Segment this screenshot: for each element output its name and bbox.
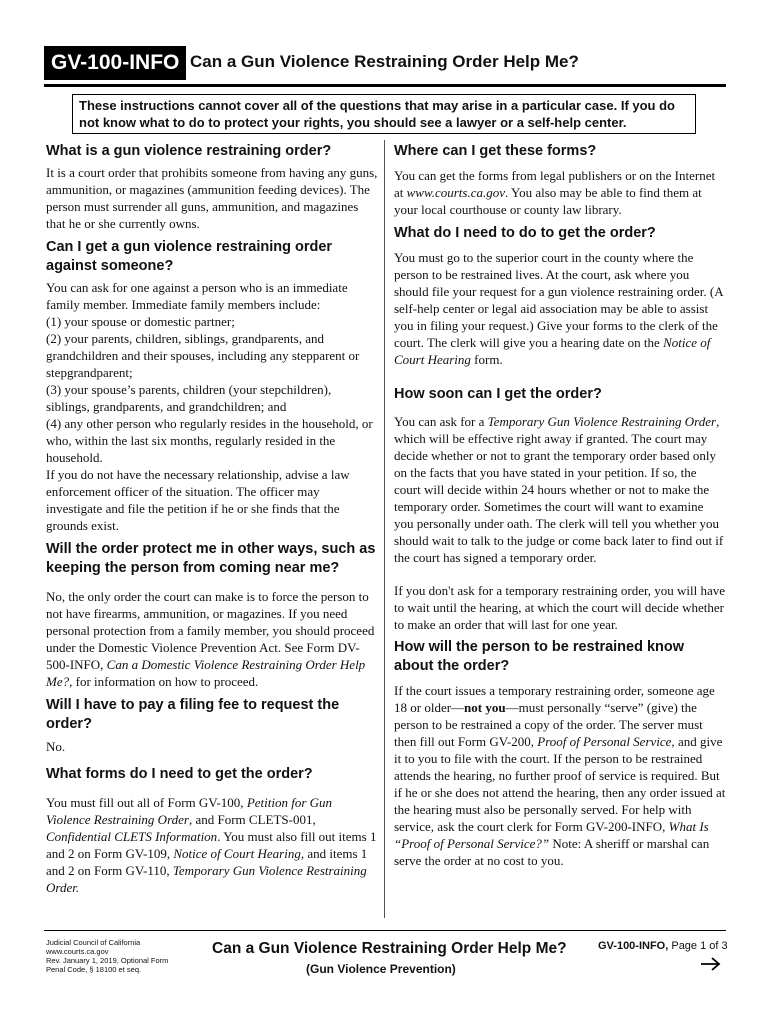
section-heading: Will I have to pay a filing fee to request the order? bbox=[46, 697, 340, 732]
right-column bbox=[394, 142, 726, 869]
section-body bbox=[394, 249, 726, 368]
section-body: No. bbox=[46, 739, 66, 754]
section-body bbox=[46, 794, 378, 896]
section-heading: What forms do I need to get the order? bbox=[46, 766, 313, 782]
page-indicator bbox=[598, 940, 728, 952]
section-heading: What do I need to do to get the order? bbox=[394, 225, 656, 241]
notice-box: These instructions cannot cover all of the questions that may arise in a particular case. If you do not know what to do to protect your rights, you should see a lawyer or a self-help center. bbox=[72, 94, 696, 134]
form-title-italic: Can a Domestic Violence Restraining Order Help Me?, bbox=[46, 657, 366, 689]
text-run: If the court issues a temporary restraining order, someone age 18 or older— bbox=[394, 683, 715, 715]
form-title-italic: Notice of Court Hearing bbox=[394, 335, 711, 367]
text-run: and give it to you to file with the court. If the person to be restrained attends the hearing, no further proof of service is required. But if he or she does not attend the hearing, then any order issued at the hearing must also be personally served. For help with service, ask the court clerk for Form GV-200-INFO, bbox=[394, 734, 726, 834]
text-run: form. bbox=[470, 352, 503, 367]
section-body: It is a court order that prohibits someone from having any guns, ammunition, or magazines (ammunition feeding devices). The person must surrender all guns, ammunition, and magazines that he or she currently owns. bbox=[46, 165, 378, 231]
form-title-italic: Temporary Gun Violence Restraining Order bbox=[487, 414, 717, 429]
section-heading: Will the order protect me in other ways, such as keeping the person from coming near me? bbox=[46, 541, 376, 576]
footer-form-code: GV-100-INFO, bbox=[598, 940, 669, 952]
section-heading: Where can I get these forms? bbox=[394, 143, 597, 159]
text-run: No, the only order the court can make is to force the person to not have firearms, ammunition, or magazines. If you need personal protection from a family member, you should proceed under the Domestic Violence Prevention Act. See Form DV-500-INFO, bbox=[46, 589, 375, 672]
section-body bbox=[394, 413, 726, 566]
form-title-italic: Confidential CLETS Information bbox=[46, 829, 218, 844]
website-link[interactable]: www.courts.ca.gov bbox=[406, 185, 505, 200]
form-title-italic: Temporary Gun Violence Restraining Order. bbox=[46, 863, 367, 895]
footer-subtitle: (Gun Violence Prevention) bbox=[306, 962, 456, 976]
section-body bbox=[394, 682, 726, 869]
form-title-italic: Notice of Court Hearing, bbox=[173, 846, 305, 861]
form-title-italic: Petition for Gun Violence Restraining Order bbox=[46, 795, 333, 827]
text-run: —must personally “serve” (give) the person to be restrained a copy of the order. The server must then fill out Form GV-200, bbox=[394, 700, 703, 749]
text-run: Note: A sheriff or marshal can serve the order at no cost to you. bbox=[394, 836, 710, 868]
form-title-italic: Proof of Personal Service, bbox=[537, 734, 675, 749]
text-run: and items 1 and 2 on Form GV-110, bbox=[46, 846, 368, 878]
title-rule bbox=[44, 84, 726, 87]
text-run: , and Form CLETS-001, bbox=[188, 812, 316, 827]
section-body: If you don't ask for a temporary restraining order, you will have to wait until the hearing, at which the court will decide whether to make an order that will last for one year. bbox=[394, 583, 726, 632]
footer-title: Can a Gun Violence Restraining Order Help Me? bbox=[212, 940, 567, 957]
column-divider bbox=[384, 140, 385, 918]
text-run: for information on how to proceed. bbox=[72, 674, 259, 689]
text-run: You must fill out all of Form GV-100, bbox=[46, 795, 247, 810]
text-run: You must go to the superior court in the county where the person to be restrained lives. At the court, ask where you should file your request for a gun violence restraining order. (A self-help center or legal aid association may be able to assist you in filing your request.) Give your forms to the clerk of the court. The clerk will give you a hearing date on the bbox=[394, 250, 723, 350]
page-title: Can a Gun Violence Restraining Order Help Me? bbox=[190, 52, 579, 71]
footer-rule bbox=[44, 930, 726, 931]
right-arrow-icon[interactable] bbox=[700, 956, 722, 977]
section-body bbox=[46, 588, 378, 690]
footer-source: Judicial Council of California www.courts.ca.gov Rev. January 1, 2019, Optional Form Penal Code, § 18100 et seq. bbox=[46, 938, 169, 974]
section-body bbox=[394, 167, 726, 218]
section-heading: How will the person to be restrained know about the order? bbox=[394, 639, 685, 674]
text-run: . You must also fill out items 1 and 2 on Form GV-109, bbox=[46, 829, 377, 861]
text-run: You can ask for a bbox=[394, 414, 488, 429]
page-number: Page 1 of 3 bbox=[668, 940, 728, 952]
text-run: . You also may be able to find them at your local courthouse or county law library. bbox=[394, 185, 702, 217]
emphasis-bold: not you bbox=[464, 700, 506, 715]
text-run: , which will be effective right away if granted. The court may decide whether or not to grant the temporary order based only on the facts that you have stated in your petition. If so, the court will decide within 24 hours whether or not to make the temporary order. Sometimes the court will want to examine you personally under oath. The clerk will tell you whether you should wait to talk to the judge or come back later to find out if the court has signed a temporary order. bbox=[394, 414, 724, 565]
section-heading: What is a gun violence restraining order? bbox=[46, 143, 332, 159]
text-run: You can get the forms from legal publishers or on the Internet at bbox=[394, 168, 716, 200]
section-heading: Can I get a gun violence restraining order against someone? bbox=[46, 239, 333, 274]
left-column bbox=[46, 142, 378, 896]
section-heading: How soon can I get the order? bbox=[394, 386, 602, 402]
form-title-italic: What Is “Proof of Personal Service?” bbox=[394, 819, 709, 851]
section-body: You can ask for one against a person who is an immediate family member. Immediate family members include: (1) your spouse or domestic partner; (2) your parents, children, siblings, grandparents, and grandchildren and their spouses, including any stepparent or stepgrandparent; (3) your spouse’s parents, children (your stepchildren), siblings, grandparents, and grandchildren; and (4) any other person who regularly resides in the household, or who, within the last six months, regularly resided in the household. If you do not have the necessary relationship, advise a law enforcement officer of the situation. The officer may investigate and file the petition if he or she finds that the grounds exist. bbox=[46, 280, 373, 533]
form-code: GV-100-INFO bbox=[44, 46, 186, 80]
